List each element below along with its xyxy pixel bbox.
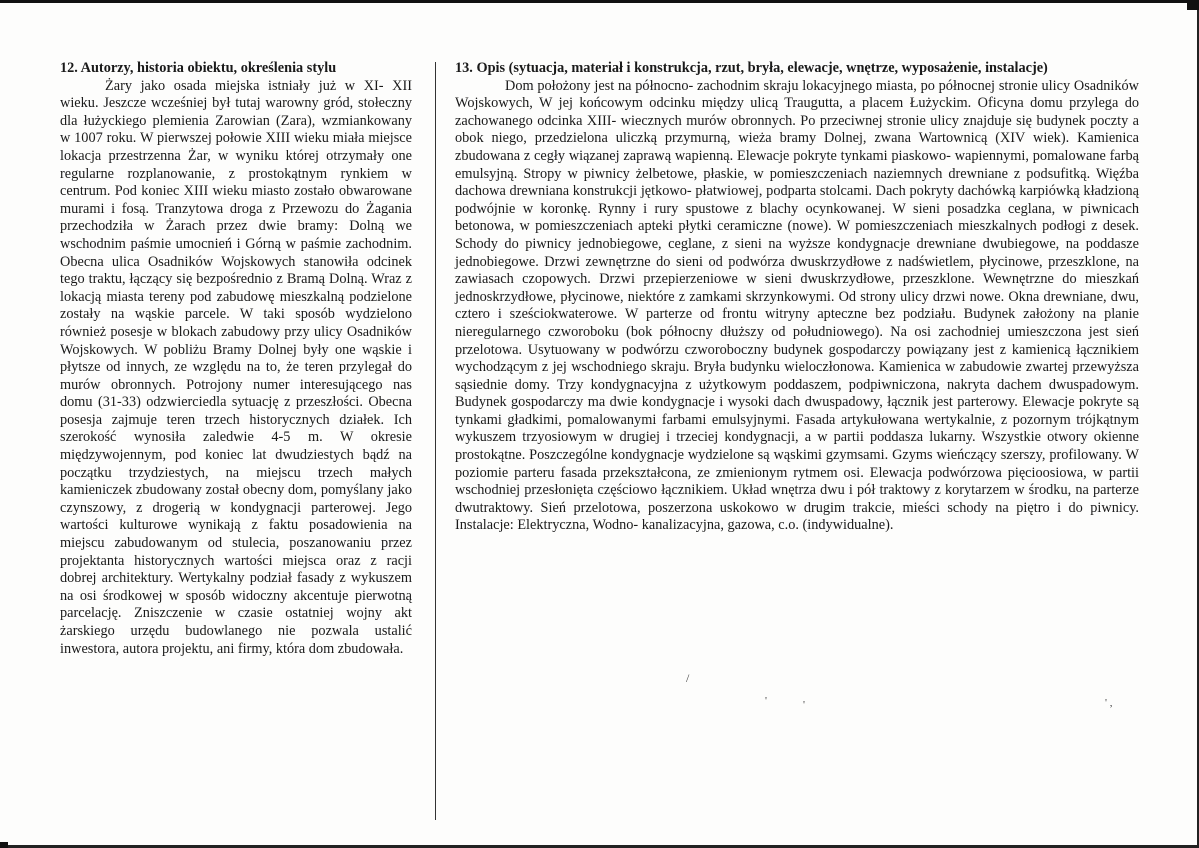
scan-corner-mark-bottom-left [0, 842, 8, 848]
right-column [455, 60, 1139, 535]
stray-mark: / [686, 671, 690, 685]
stray-mark: ' , [1105, 697, 1113, 709]
section-12-body: Żary jako osada miejska istniały już w XI- XII wieku. Jeszcze wcześniej był tutaj warowny gród, stołeczny dla łużyckiego plemienia Zarowian (Zara), wzmiankowany w 1007 roku. W pierwszej połowie XIII wieku miała miejsce lokacja przestrzenna Żar, w wyniku której otrzymały one regularne rozplanowanie, z prostokątnym rynkiem w centrum. Pod koniec XIII wieku miasto zostało obwarowane murami i fosą. Tranzytowa droga z Przewozu do Żagania przechodziła w Żarach przez dwie bramy: Dolną we wschodnim paśmie umocnień i Górną w paśmie zachodnim. Obecna ulica Osadników Wojskowych stanowiła odcinek tego traktu, łączący się bezpośrednio z Bramą Dolną. Wraz z lokacją miasta tereny pod zabudowę mieszkalną podzielone zostały na wąskie parcele. W taki sposób wydzielono również posesje w blokach zabudowy przy ulicy Osadników Wojskowych. W pobliżu Bramy Dolnej były one wąskie i płytsze od innych, ze względu na to, że teren przylegał do murów obronnych. Potrojony numer interesującego nas domu (31-33) odzwierciedla sytuację z przeszłości. Obecna posesja zajmuje teren trzech historycznych działek. Ich szerokość wynosiła zaledwie 4-5 m. W okresie międzywojennym, pod koniec lat dwudziestych bądź na początku trzydziestych, na miejscu trzech małych kamieniczek zbudowany został obecny dom, pomyślany jako czynszowy, z drogerią w kondygnacji parterowej. Jego wartości kulturowe wynikają z faktu posadowienia na miejscu zabudowanym od stulecia, poszanowaniu przez projektanta historycznych wartości miejsca oraz z racji dobrej architektury. Wertykalny podział fasady z wykuszem na osi środkowej w sposób widoczny akcentuje pierwotną parcelację. Zniszczenie w czasie ostatniej wojny akt żarskiego urzędu budowlanego nie pozwala ustalić inwestora, autora projektu, ani firmy, która dom zbudowała. [60, 77, 412, 657]
section-13-body: Dom położony jest na północno- zachodnim skraju lokacyjnego miasta, po północnej stronie ulicy Osadników Wojskowych, W jej końcowym odcinku między ulicą Traugutta, a placem Łużyckim. Oficyna domu przylega do zachowanego odcinka XIII- wiecznych murów obronnych. Po przeciwnej stronie ulicy znajduje się budynek poczty a obok niego, przedzielona uliczką przymurną, wieża bramy Dolnej, zwana Wartownicą (XIV wiek). Kamienica zbudowana z cegły wiązanej zaprawą wapienną. Elewacje pokryte tynkami piaskowo- wapiennymi, pomalowane farbą emulsyjną. Stropy w piwnicy żelbetowe, płaskie, w pomieszczeniach naziemnych drewniane z podsufitką. Więźba dachowa drewniana konstrukcji jętkowo- płatwiowej, podparta stolcami. Dach pokryty dachówką karpiówką kładzioną podwójnie w koronkę. Rynny i rury spustowe z blachy ocynkowanej. W sieni posadzka ceglana, w piwnicach betonowa, w pomieszczeniach apteki płytki ceramiczne (nowe). W pomieszczeniach mieszkalnych podłogi z desek. Schody do piwnicy jednobiegowe, ceglane, z sieni na wyższe kondygnacje drewniane dwubiegowe, na poddasze jednobiegowe. Drzwi zewnętrzne do sieni od podwórza dwuskrzydłowe z nadświetlem, płycinowe, przeszklone, na zawiasach czopowych. Drzwi przepierzeniowe w sieni dwuskrzydłowe, przeszklone. Wewnętrzne do mieszkań jednoskrzydłowe, płycinowe, niektóre z zamkami skrzynkowymi. Od strony ulicy drzwi nowe. Okna drewniane, dwu, cztero i sześciokwaterowe. W parterze od frontu witryny apteczne bez podziału. Budynek założony na planie nieregularnego czworoboku (bok północny dłuższy od południowego). Na osi zachodniej umieszczona jest sień przelotowa. Usytuowany w podwórzu czworoboczny budynek gospodarczy powiązany jest z kamienicą łącznikiem wychodzącym z jej wschodniego skraju. Bryła budynku wieloczłonowa. Kamienica w zabudowie zwartej przewyższa sąsiednie domy. Trzy kondygnacyjna z użytkowym poddaszem, podpiwniczona, nakryta dachem dwuspadowym. Budynek gospodarczy ma dwie kondygnacje i wysoki dach dwuspadowy, łącznik jest parterowy. Elewacje pokryte są tynkami gładkimi, pomalowanymi farbami emulsyjnymi. Fasada artykułowana wertykalnie, z pozornym trójkątnym wykuszem trzyosiowym w drugiej i trzeciej kondygnacji, a w partii poddasza lukarny. Wszystkie otwory okienne prostokątne. Poszczególne kondygnacje wydzielone są wąskimi gzymsami. Gzyms wieńczący szerszy, profilowany. W poziomie parteru fasada przekształcona, ze zmienionym rytmem osi. Elewacja podwórzowa pięcioosiowa, w partii wschodniej przesłonięta częściowo łącznikiem. Układ wnętrza dwu i pół traktowy z korytarzem w środku, na parterze dwutraktowy. Sień przelotowa, poszerzona uskokowo w drugim trakcie, mieści schody na piętro i do piwnicy. Instalacje: Elektryczna, Wodno- kanalizacyjna, gazowa, c.o. (indywidualne). [455, 77, 1139, 534]
section-12-heading: 12. Autorzy, historia obiektu, określenia stylu [60, 60, 337, 76]
column-divider [435, 62, 436, 820]
scan-edge-top [0, 0, 1199, 3]
scan-corner-mark [1187, 0, 1199, 10]
section-13-heading: 13. Opis (sytuacja, materiał i konstrukcja, rzut, bryła, elewacje, wnętrze, wyposażenie, instalacje) [455, 60, 1048, 76]
stray-mark: ' [803, 699, 805, 711]
left-column [60, 60, 412, 658]
stray-mark: ' [765, 695, 767, 707]
